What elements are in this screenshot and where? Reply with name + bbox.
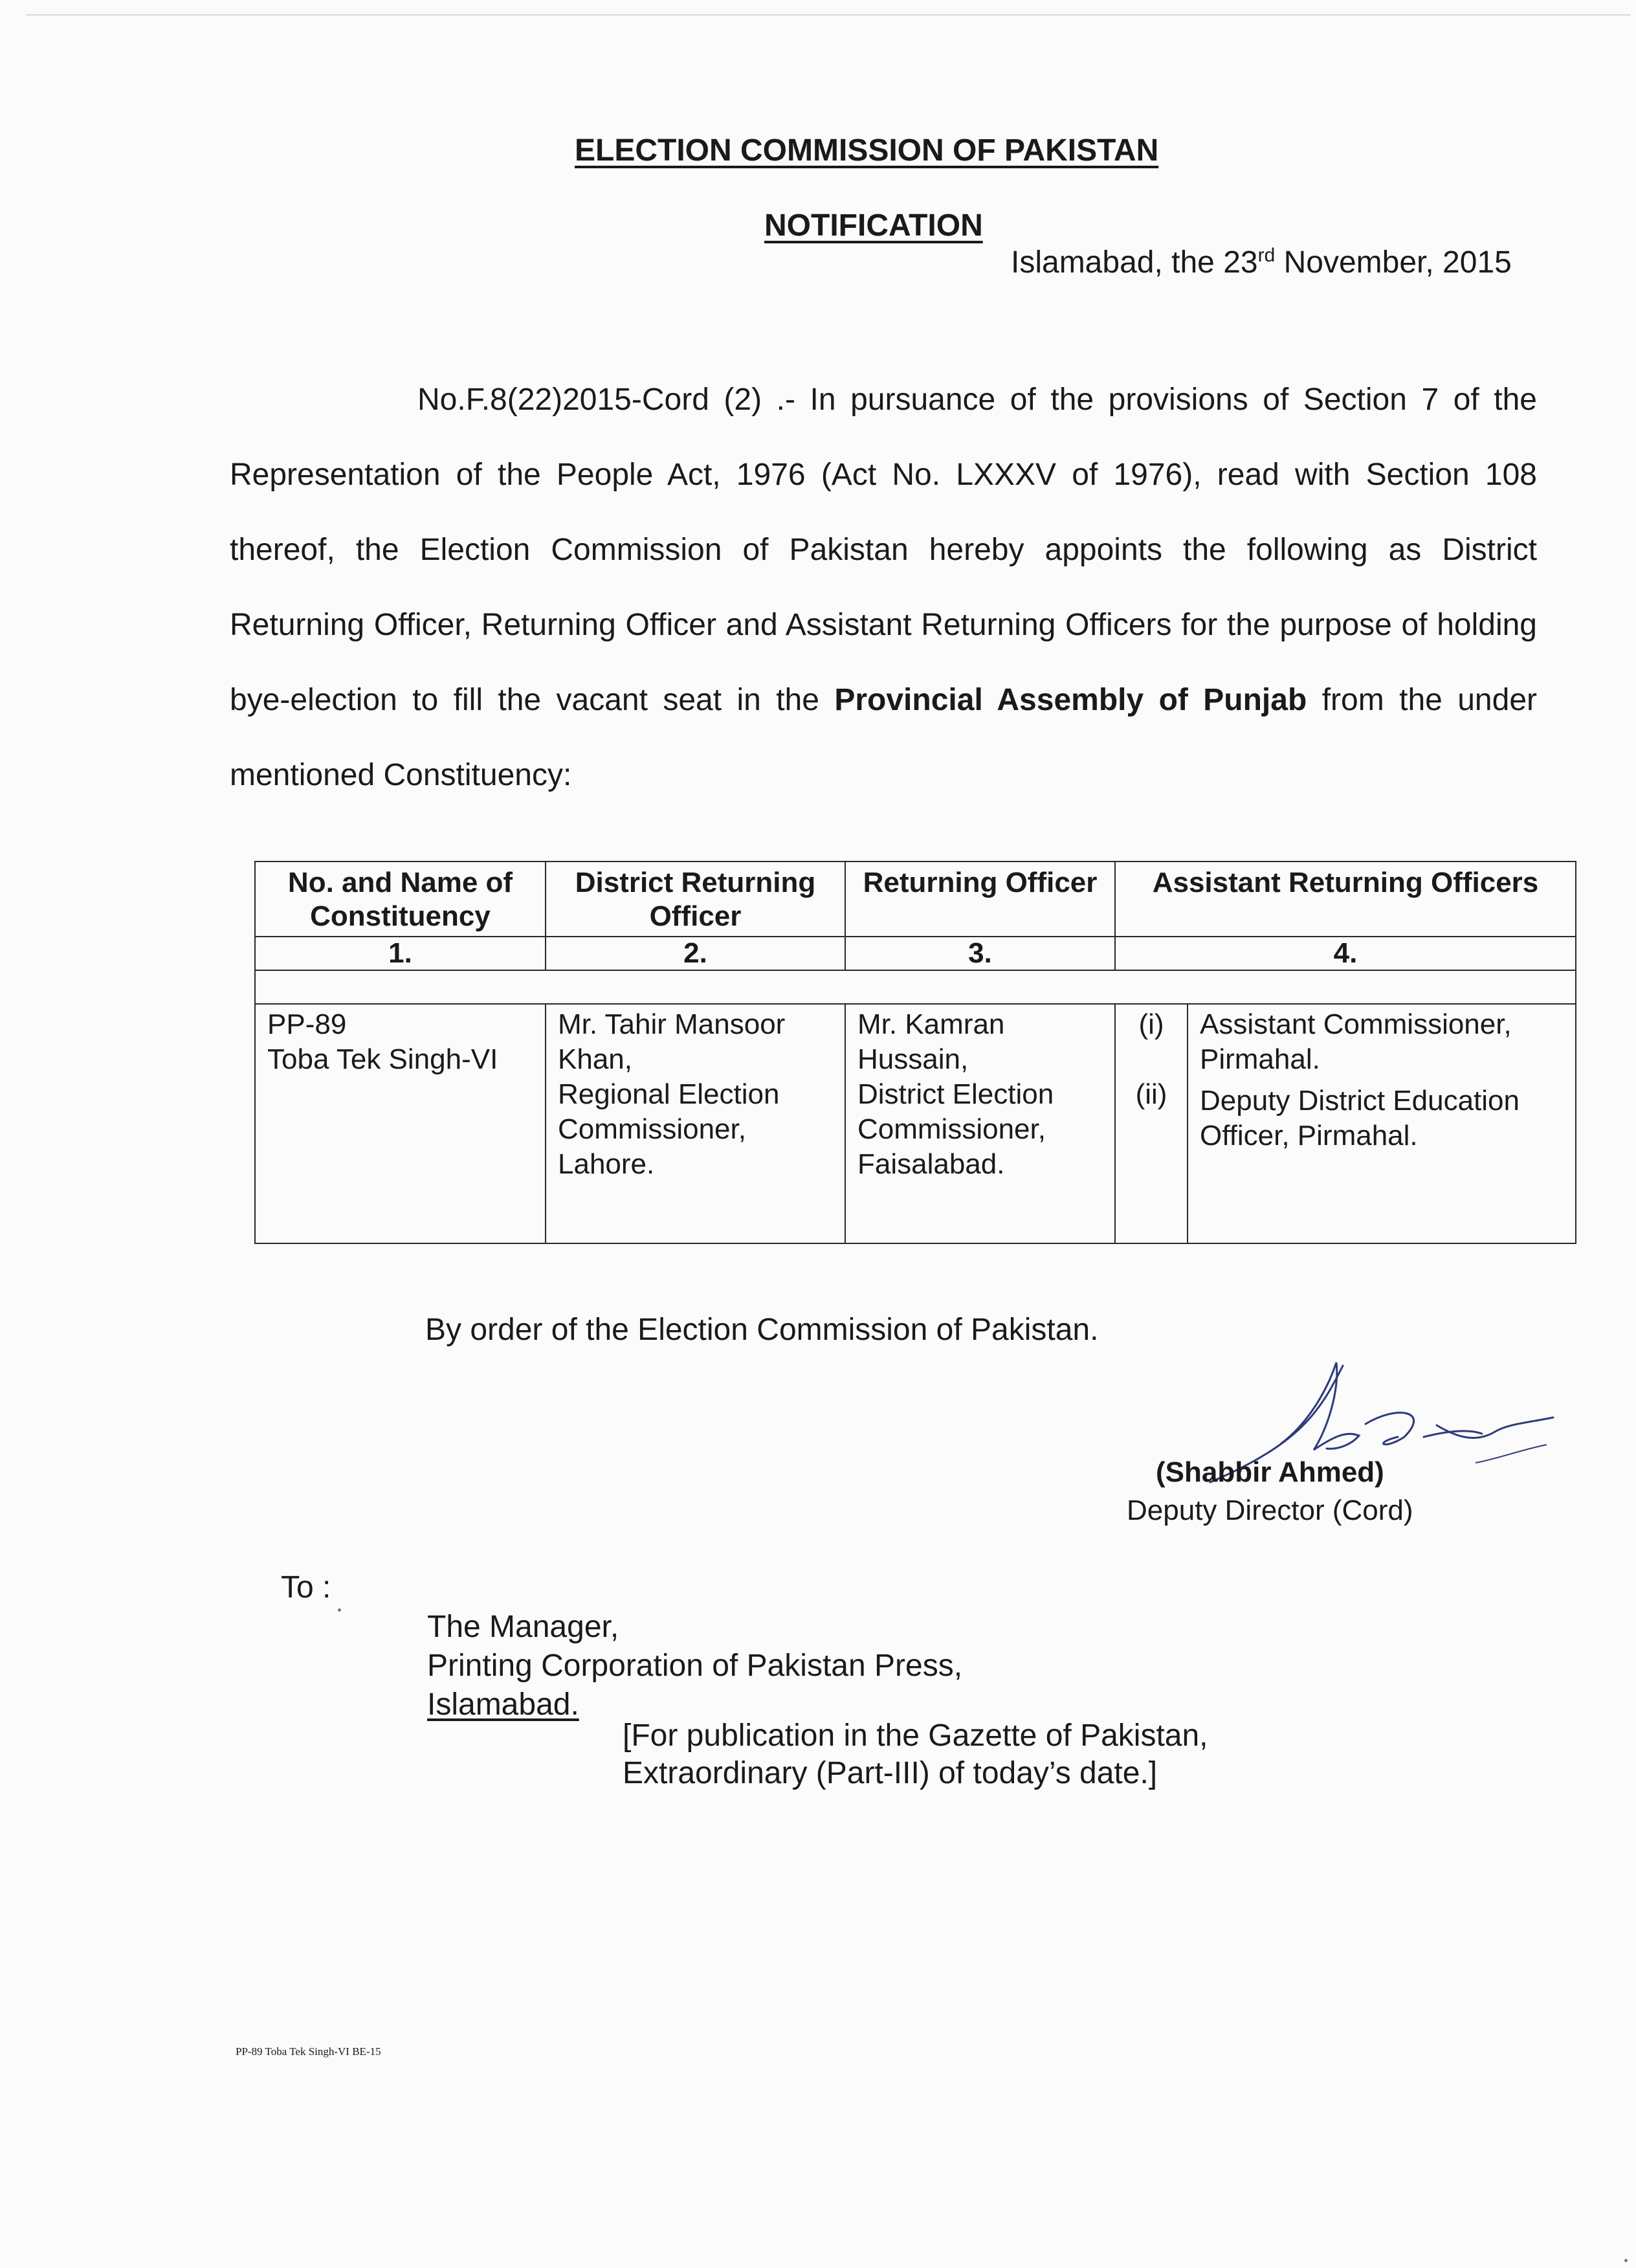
cell-returning-officer — [845, 1004, 1115, 1243]
aro-index: (ii) — [1135, 1078, 1167, 1110]
notification-heading: NOTIFICATION — [764, 208, 983, 243]
constituency-number: PP-89 — [267, 1008, 347, 1040]
header-constituency: No. and Name of Constituency — [255, 862, 546, 937]
column-number: 1. — [255, 937, 546, 970]
aro-line: Deputy District Education — [1200, 1085, 1520, 1117]
addressee-block — [427, 1608, 962, 1724]
addressee-line: Printing Corporation of Pakistan Press, — [427, 1649, 963, 1683]
column-number: 3. — [845, 937, 1115, 970]
dro-line: Regional Election — [558, 1078, 780, 1110]
cell-constituency — [255, 1004, 546, 1243]
paragraph-text-2: from the under mentioned Constituency: — [230, 683, 1537, 792]
constituency-name: Toba Tek Singh-VI — [267, 1043, 498, 1075]
ro-line: District Election — [857, 1078, 1054, 1110]
table-header-row — [255, 862, 1576, 937]
dro-line: Lahore. — [558, 1148, 655, 1180]
date-line — [1011, 245, 1512, 280]
ro-line: Hussain, — [857, 1043, 969, 1075]
header-assistant-returning-officers: Assistant Returning Officers — [1115, 862, 1576, 937]
column-number: 2. — [546, 937, 845, 970]
cell-aro-details — [1188, 1004, 1576, 1243]
addressee-line: The Manager, — [427, 1610, 619, 1644]
scan-speck — [338, 1608, 341, 1612]
note-line: Extraordinary (Part-III) of today’s date.] — [623, 1756, 1158, 1790]
aro-line: Officer, Pirmahal. — [1200, 1120, 1418, 1151]
header-returning-officer: Returning Officer — [845, 862, 1115, 937]
dro-line: Commissioner, — [558, 1113, 746, 1145]
aro-line: Assistant Commissioner, — [1200, 1008, 1512, 1040]
column-number-row — [255, 937, 1576, 970]
officers-table — [254, 861, 1576, 1244]
by-order-line: By order of the Election Commission of Pakistan. — [425, 1313, 1099, 1347]
paragraph-bold-assembly: Provincial Assembly of Punjab — [834, 683, 1307, 717]
paragraph-text-1: In pursuance of the provisions of Section 7 of the Representation of the People Act, 1976 (Act No. LXXXV of 1976), read with Section 108 thereof, the Election Commission of Pakistan hereby appoints the following as District Returning Officer, Returning Officer and Assistant Returning Officers for the purpose of holding bye-election to fill the vacant seat in the — [230, 383, 1538, 717]
file-code: PP-89 Toba Tek Singh-VI BE-15 — [236, 2045, 381, 2058]
organization-title: ELECTION COMMISSION OF PAKISTAN — [575, 133, 1159, 168]
signatory-name: (Shabbir Ahmed) — [1156, 1456, 1384, 1488]
notification-paragraph — [230, 362, 1537, 813]
addressee-city: Islamabad. — [427, 1687, 579, 1722]
publication-note — [623, 1717, 1208, 1792]
reference-number: No.F.8(22)2015-Cord (2) .- — [417, 383, 795, 417]
header-district-returning-officer: District Returning Officer — [546, 862, 845, 937]
column-number: 4. — [1115, 937, 1576, 970]
date-suffix: November, 2015 — [1275, 245, 1512, 280]
aro-line: Pirmahal. — [1200, 1043, 1320, 1075]
dro-line: Khan, — [558, 1043, 632, 1075]
aro-index: (i) — [1138, 1008, 1164, 1040]
cell-aro-index — [1115, 1004, 1188, 1243]
table-row — [255, 1004, 1576, 1243]
ro-line: Commissioner, — [857, 1113, 1046, 1145]
cell-district-returning-officer — [546, 1004, 845, 1243]
date-superscript: rd — [1257, 245, 1276, 266]
signatory-title: Deputy Director (Cord) — [1127, 1495, 1413, 1526]
spacer-row — [255, 970, 1576, 1004]
ro-line: Faisalabad. — [857, 1148, 1005, 1180]
scan-speck — [1624, 2259, 1628, 2262]
to-label: To : — [281, 1570, 331, 1605]
dro-line: Mr. Tahir Mansoor — [558, 1008, 786, 1040]
scan-top-edge — [26, 14, 1631, 16]
date-prefix: Islamabad, the 23 — [1011, 245, 1258, 280]
note-line: [For publication in the Gazette of Pakistan, — [623, 1718, 1208, 1753]
ro-line: Mr. Kamran — [857, 1008, 1005, 1040]
